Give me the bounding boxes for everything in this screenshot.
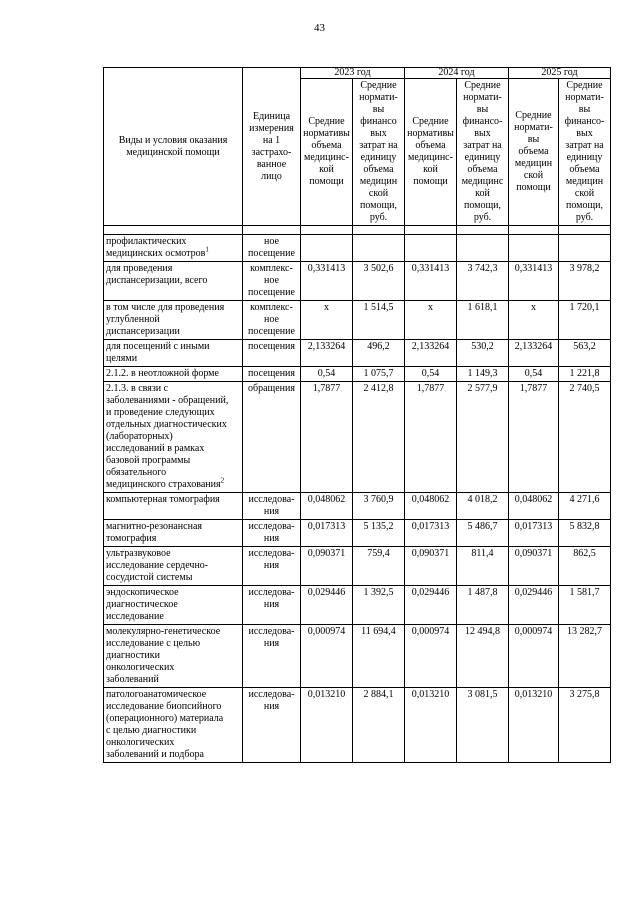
cost-2023-cell: 11 694,4 [353, 625, 405, 688]
volume-2024-cell: 0,000974 [405, 625, 457, 688]
cost-2023-cell: 2 884,1 [353, 688, 405, 763]
cost-2025-cell: 1 221,8 [559, 367, 611, 382]
volume-2023-cell: 1,7877 [301, 382, 353, 493]
table-row [104, 235, 611, 262]
volume-2024-cell: 0,54 [405, 367, 457, 382]
volume-2024-cell: 0,017313 [405, 520, 457, 547]
cost-2025-cell: 563,2 [559, 340, 611, 367]
volume-2024-cell: 2,133264 [405, 340, 457, 367]
volume-2023-cell: 0,090371 [301, 547, 353, 586]
volume-2025-cell: 0,048062 [509, 493, 559, 520]
table-row [104, 340, 611, 367]
volume-2023-cell: 0,029446 [301, 586, 353, 625]
volume-2025-cell: 0,029446 [509, 586, 559, 625]
volume-2023-cell: 0,017313 [301, 520, 353, 547]
table-row [104, 382, 611, 493]
cost-2023-cell: 3 760,9 [353, 493, 405, 520]
volume-2023-cell: 0,54 [301, 367, 353, 382]
care-type-cell [104, 547, 243, 586]
volume-2024-cell: 0,013210 [405, 688, 457, 763]
volume-2025-cell: 2,133264 [509, 340, 559, 367]
header-2024-cost: Средние нормати- вы финансо- вых затрат на единицу объема медицинс кой помощи, руб. [457, 79, 509, 226]
table-row [104, 688, 611, 763]
volume-2024-cell [405, 235, 457, 262]
cost-2025-cell: 862,5 [559, 547, 611, 586]
cost-2024-cell: 2 577,9 [457, 382, 509, 493]
volume-2025-cell: х [509, 301, 559, 340]
cost-2025-cell: 4 271,6 [559, 493, 611, 520]
care-type-text: эндоскопическое диагностическое исследование [106, 587, 179, 622]
unit-cell: посещения [243, 367, 301, 382]
table-row [104, 520, 611, 547]
cost-2024-cell: 1 149,3 [457, 367, 509, 382]
cost-2023-cell: 3 502,6 [353, 262, 405, 301]
cost-2025-cell: 1 581,7 [559, 586, 611, 625]
cost-2025-cell: 2 740,5 [559, 382, 611, 493]
footnote-mark: 1 [205, 245, 209, 254]
unit-cell: исследова- ния [243, 688, 301, 763]
cost-2025-cell: 13 282,7 [559, 625, 611, 688]
cost-2025-cell: 1 720,1 [559, 301, 611, 340]
page-number: 43 [314, 22, 325, 34]
volume-2025-cell: 0,331413 [509, 262, 559, 301]
cost-2024-cell: 1 618,1 [457, 301, 509, 340]
volume-2024-cell: 0,331413 [405, 262, 457, 301]
cost-2025-cell [559, 235, 611, 262]
care-type-text: компьютерная томография [106, 494, 220, 505]
care-type-cell [104, 625, 243, 688]
care-type-text: 2.1.2. в неотложной форме [106, 368, 219, 379]
table-row [104, 367, 611, 382]
cost-2024-cell: 4 018,2 [457, 493, 509, 520]
cost-2023-cell: 1 075,7 [353, 367, 405, 382]
care-type-cell [104, 235, 243, 262]
table-row [104, 262, 611, 301]
cost-2025-cell: 3 275,8 [559, 688, 611, 763]
header-unit: Единица измерения на 1 застрахо- ванное лицо [243, 68, 301, 226]
volume-2025-cell: 0,54 [509, 367, 559, 382]
unit-cell: исследова- ния [243, 625, 301, 688]
volume-2024-cell: 0,048062 [405, 493, 457, 520]
cost-2025-cell: 5 832,8 [559, 520, 611, 547]
volume-2024-cell: 0,029446 [405, 586, 457, 625]
table-row [104, 301, 611, 340]
header-2025-volume: Средние нормати- вы объема медицин ской помощи [509, 79, 559, 226]
footnote-mark: 2 [220, 476, 225, 485]
header-2024-volume: Средние нормативы объема медицинс- кой помощи [405, 79, 457, 226]
volume-2023-cell [301, 235, 353, 262]
unit-cell: комплекс- ное посещение [243, 262, 301, 301]
unit-cell: ное посещение [243, 235, 301, 262]
header-year-2023: 2023 год [301, 68, 405, 79]
care-type-text: патологоанатомическое исследование биопсийного (операционного) материала с целью диагностики онкологических заболеваний и подбора [106, 689, 224, 760]
care-type-cell [104, 520, 243, 547]
cost-2024-cell: 3 081,5 [457, 688, 509, 763]
volume-2023-cell: 0,000974 [301, 625, 353, 688]
care-type-cell [104, 586, 243, 625]
cost-2024-cell: 5 486,7 [457, 520, 509, 547]
volume-2023-cell: 0,048062 [301, 493, 353, 520]
cost-2023-cell [353, 235, 405, 262]
unit-cell: исследова- ния [243, 586, 301, 625]
cost-2023-cell: 1 514,5 [353, 301, 405, 340]
unit-cell: исследова- ния [243, 547, 301, 586]
care-type-text: для проведения диспансеризации, всего [106, 263, 208, 286]
care-type-text: ультразвуковое исследование сердечно- сосудистой системы [106, 548, 209, 583]
care-type-cell [104, 367, 243, 382]
care-type-cell [104, 301, 243, 340]
table-row [104, 586, 611, 625]
care-type-text: профилактических медицинских осмотров [106, 236, 206, 259]
unit-cell: комплекс- ное посещение [243, 301, 301, 340]
table-row [104, 625, 611, 688]
unit-cell: исследова- ния [243, 520, 301, 547]
volume-2023-cell: х [301, 301, 353, 340]
cost-2024-cell [457, 235, 509, 262]
unit-cell: исследова- ния [243, 493, 301, 520]
care-type-cell [104, 688, 243, 763]
volume-2025-cell [509, 235, 559, 262]
header-2023-cost: Средние нормати- вы финансо вых затрат на единицу объема медицин ской помощи, руб. [353, 79, 405, 226]
volume-2023-cell: 0,013210 [301, 688, 353, 763]
header-2023-volume: Средние нормативы объема медицинс- кой помощи [301, 79, 353, 226]
header-year-2025: 2025 год [509, 68, 611, 79]
cost-2023-cell: 496,2 [353, 340, 405, 367]
header-spacer-row [104, 226, 611, 235]
cost-2024-cell: 1 487,8 [457, 586, 509, 625]
care-type-text: в том числе для проведения углубленной диспансеризации [106, 302, 225, 337]
cost-2025-cell: 3 978,2 [559, 262, 611, 301]
care-type-cell [104, 262, 243, 301]
care-type-cell [104, 382, 243, 493]
volume-2025-cell: 1,7877 [509, 382, 559, 493]
volume-2023-cell: 2,133264 [301, 340, 353, 367]
volume-2025-cell: 0,013210 [509, 688, 559, 763]
unit-cell: обращения [243, 382, 301, 493]
unit-cell: посещения [243, 340, 301, 367]
volume-2025-cell: 0,090371 [509, 547, 559, 586]
cost-2023-cell: 5 135,2 [353, 520, 405, 547]
cost-2024-cell: 3 742,3 [457, 262, 509, 301]
table-row [104, 493, 611, 520]
volume-2024-cell: 1,7877 [405, 382, 457, 493]
volume-2024-cell: 0,090371 [405, 547, 457, 586]
volume-2023-cell: 0,331413 [301, 262, 353, 301]
care-type-text: для посещений с иными целями [106, 341, 210, 364]
table-row [104, 547, 611, 586]
care-type-text: молекулярно-генетическое исследование с целью диагностики онкологических заболеваний [106, 626, 221, 685]
cost-2023-cell: 1 392,5 [353, 586, 405, 625]
cost-2024-cell: 811,4 [457, 547, 509, 586]
care-type-cell [104, 340, 243, 367]
volume-2024-cell: х [405, 301, 457, 340]
header-2025-cost: Средние нормати- вы финансо- вых затрат на единицу объема медицин ской помощи, руб. [559, 79, 611, 226]
medical-care-standards-table [103, 67, 611, 763]
cost-2023-cell: 2 412,8 [353, 382, 405, 493]
care-type-text: 2.1.3. в связи с заболеваниями - обращений, и проведение следующих отдельных диагностических (лабораторных) исследований в рамках базовой программы обязательного медицинского страхования [106, 383, 229, 490]
cost-2023-cell: 759,4 [353, 547, 405, 586]
header-year-2024: 2024 год [405, 68, 509, 79]
header-care-type: Виды и условия оказания медицинской помощи [104, 68, 243, 226]
cost-2024-cell: 12 494,8 [457, 625, 509, 688]
care-type-text: магнитно-резонансная томография [106, 521, 202, 544]
care-type-cell [104, 493, 243, 520]
volume-2025-cell: 0,000974 [509, 625, 559, 688]
cost-2024-cell: 530,2 [457, 340, 509, 367]
volume-2025-cell: 0,017313 [509, 520, 559, 547]
